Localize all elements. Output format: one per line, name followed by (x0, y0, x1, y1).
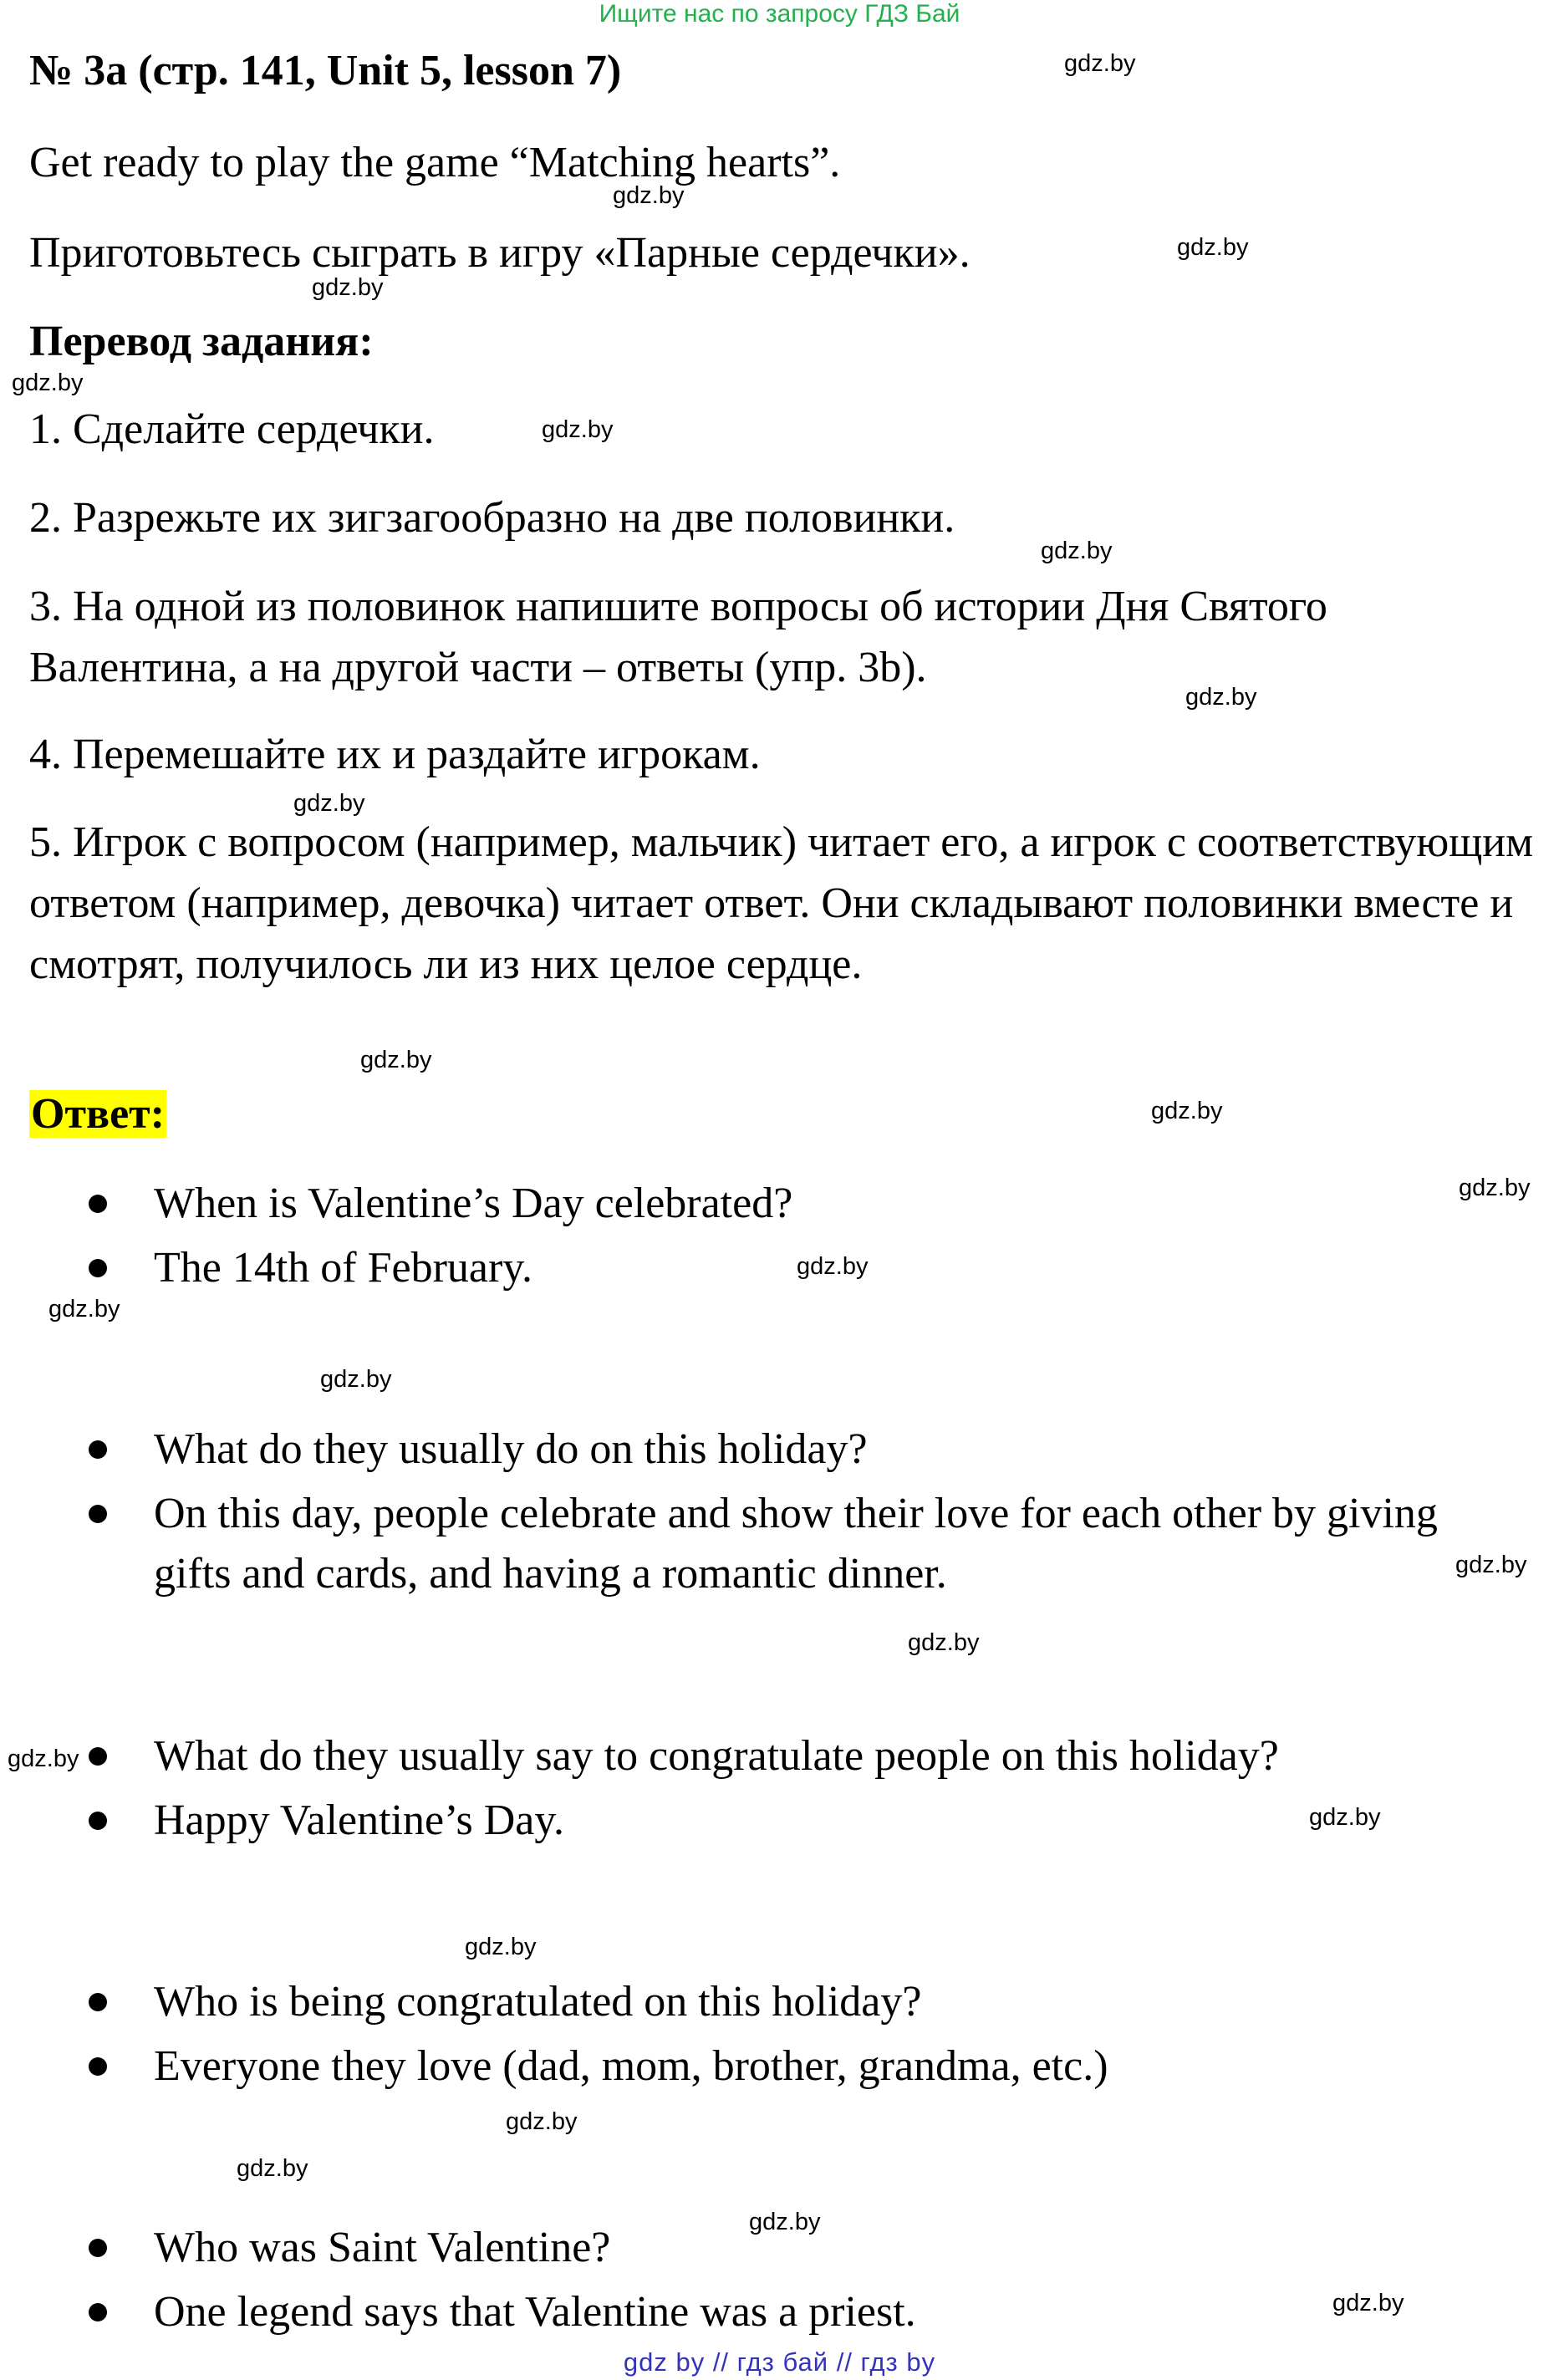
step-3: 3. На одной из половинок напишите вопросы об истории Дня Святого Валентина, а на другой части – ответы (упр. 3b). (29, 583, 1327, 691)
bullet-icon (89, 1747, 107, 1766)
watermark: gdz.by (1309, 1804, 1381, 1831)
watermark: gdz.by (1064, 50, 1136, 77)
page-title: № 3a (стр. 141, Unit 5, lesson 7) (29, 47, 622, 94)
bullet-icon (89, 1812, 107, 1830)
answer-2: On this day, people celebrate and show their love for each other by giving gifts and cards, and having a romantic dinner. (154, 1490, 1438, 1598)
top-banner[interactable]: Ищите нас по запросу ГДЗ Бай (599, 0, 960, 28)
bullet-icon (89, 2303, 107, 2321)
answer-heading: Ответ: (31, 1090, 166, 1138)
watermark: gdz.by (48, 1296, 120, 1323)
answer-heading-row (29, 1083, 1534, 1144)
step-2: 2. Разрежьте их зигзагообразно на две половинки. (29, 494, 955, 542)
bullet-icon (89, 2239, 107, 2257)
task-english: Get ready to play the game “Matching hearts”. (29, 139, 841, 186)
step-5: 5. Игрок с вопросом (например, мальчик) читает его, а игрок с соответствующим ответом (например, девочка) читает ответ. Они складывают половинки вместе и смотрят, получилось ли из них целое сердце. (29, 818, 1534, 988)
question-4: Who is being congratulated on this holiday? (154, 1978, 922, 2026)
step-4: 4. Перемешайте их и раздайте игрокам. (29, 731, 761, 778)
question-2: What do they usually do on this holiday? (154, 1425, 868, 1473)
watermark: gdz.by (8, 1746, 79, 1772)
watermark: gdz.by (1459, 1175, 1531, 1201)
watermark: gdz.by (465, 1934, 537, 1960)
watermark: gdz.by (613, 182, 685, 209)
bullet-icon (89, 1440, 107, 1459)
bullet-icon (89, 1505, 107, 1523)
question-5: Who was Saint Valentine? (154, 2224, 611, 2271)
bullet-icon (89, 1259, 107, 1277)
watermark: gdz.by (1455, 1552, 1527, 1578)
answer-4: Everyone they love (dad, mom, brother, grandma, etc.) (154, 2042, 1108, 2090)
watermark: gdz.by (1177, 234, 1249, 261)
bullet-icon (89, 1993, 107, 2011)
watermark: gdz.by (1041, 538, 1113, 564)
watermark: gdz.by (1151, 1098, 1223, 1124)
question-3: What do they usually say to congratulate people on this holiday? (154, 1732, 1279, 1780)
task-russian: Приготовьтесь сыграть в игру «Парные сердечки». (29, 229, 971, 277)
answer-5: One legend says that Valentine was a priest. (154, 2288, 916, 2336)
watermark: gdz.by (542, 416, 614, 443)
watermark: gdz.by (908, 1629, 980, 1656)
watermark: gdz.by (360, 1047, 432, 1073)
question-1: When is Valentine’s Day celebrated? (154, 1180, 793, 1227)
watermark: gdz.by (797, 1253, 869, 1280)
watermark: gdz.by (12, 369, 84, 396)
watermark: gdz.by (312, 274, 384, 301)
step-1: 1. Сделайте сердечки. (29, 405, 435, 453)
watermark: gdz.by (1332, 2290, 1404, 2316)
answer-1: The 14th of February. (154, 1244, 532, 1292)
watermark: gdz.by (293, 790, 365, 817)
bullet-icon (89, 2057, 107, 2076)
watermark: gdz.by (1185, 684, 1257, 711)
watermark: gdz.by (749, 2209, 821, 2235)
footer-links[interactable]: gdz by // гдз бай // гдз by (623, 2347, 936, 2377)
watermark: gdz.by (237, 2155, 308, 2182)
watermark: gdz.by (320, 1366, 392, 1393)
watermark: gdz.by (506, 2108, 578, 2135)
translation-heading: Перевод задания: (29, 318, 374, 365)
answer-3: Happy Valentine’s Day. (154, 1796, 565, 1844)
bullet-icon (89, 1195, 107, 1213)
